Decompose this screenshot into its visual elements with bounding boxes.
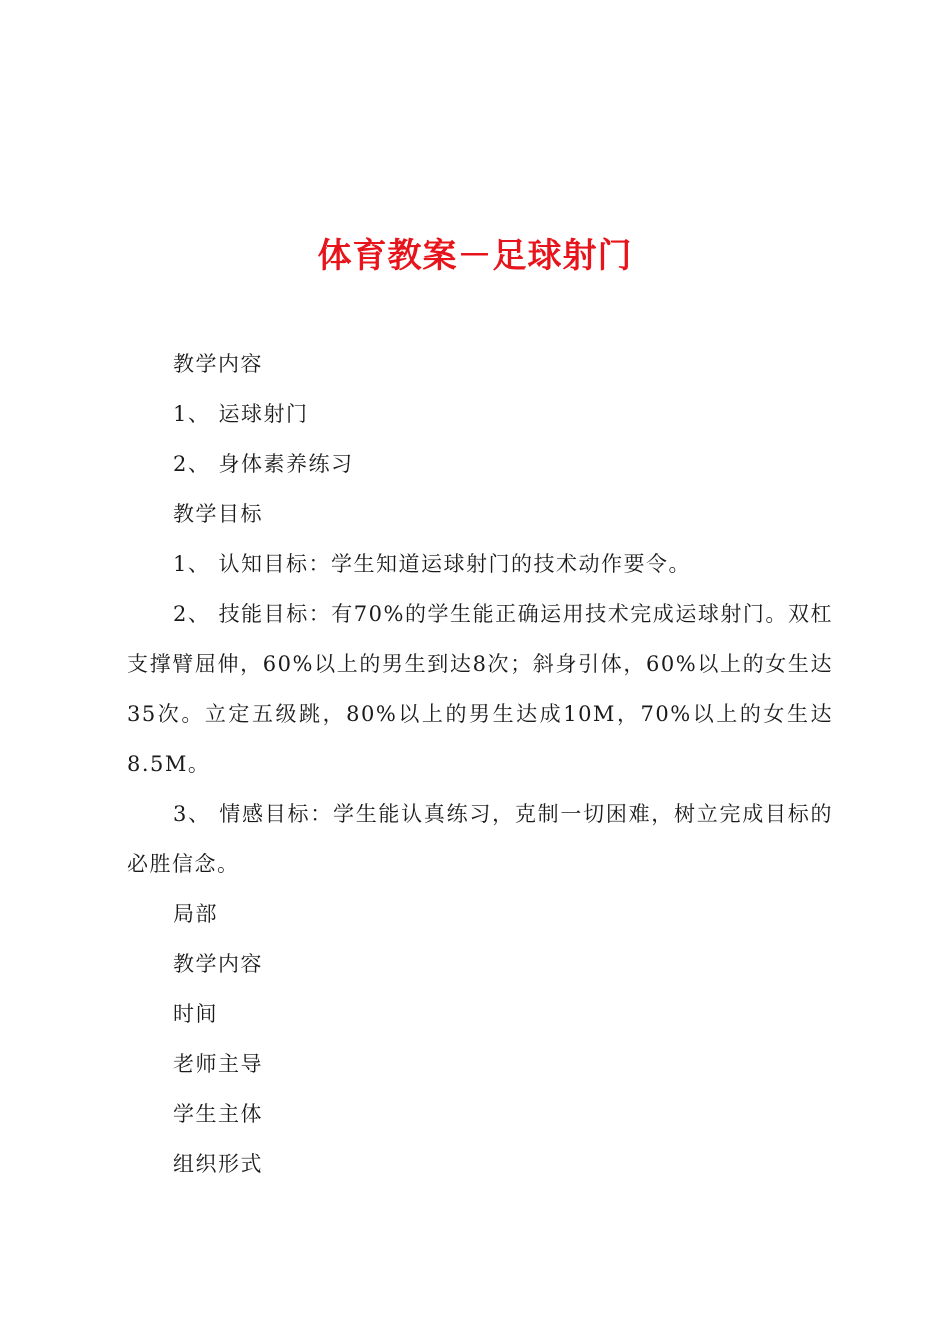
heading-teaching-goals: 教学目标	[173, 502, 263, 526]
column-time: 时间	[173, 1002, 218, 1026]
document-title: 体育教案－足球射门	[317, 235, 633, 276]
goal-cognitive: 1、 认知目标：学生知道运球射门的技术动作要令。	[173, 552, 692, 576]
column-organization-form: 组织形式	[173, 1152, 263, 1176]
column-teacher-led: 老师主导	[173, 1052, 263, 1076]
goal-skill: 2、 技能目标：有70%的学生能正确运用技术完成运球射门。双杠支撑臂屈伸，60%以上的男生到达8次；斜身引体，60%以上的女生达35次。立定五级跳，80%以上的男生达成10M，70%以上的女生达8.5M。	[127, 602, 833, 776]
document-body	[127, 339, 833, 1189]
column-teaching-content: 教学内容	[173, 952, 263, 976]
list-item-fitness-practice: 2、 身体素养练习	[173, 452, 354, 476]
list-item-dribble-shoot: 1、 运球射门	[173, 402, 309, 426]
heading-teaching-content: 教学内容	[173, 352, 263, 376]
column-student-centered: 学生主体	[173, 1102, 263, 1126]
goal-emotional: 3、 情感目标：学生能认真练习，克制一切困难，树立完成目标的必胜信念。	[127, 802, 833, 876]
section-part: 局部	[173, 902, 218, 926]
